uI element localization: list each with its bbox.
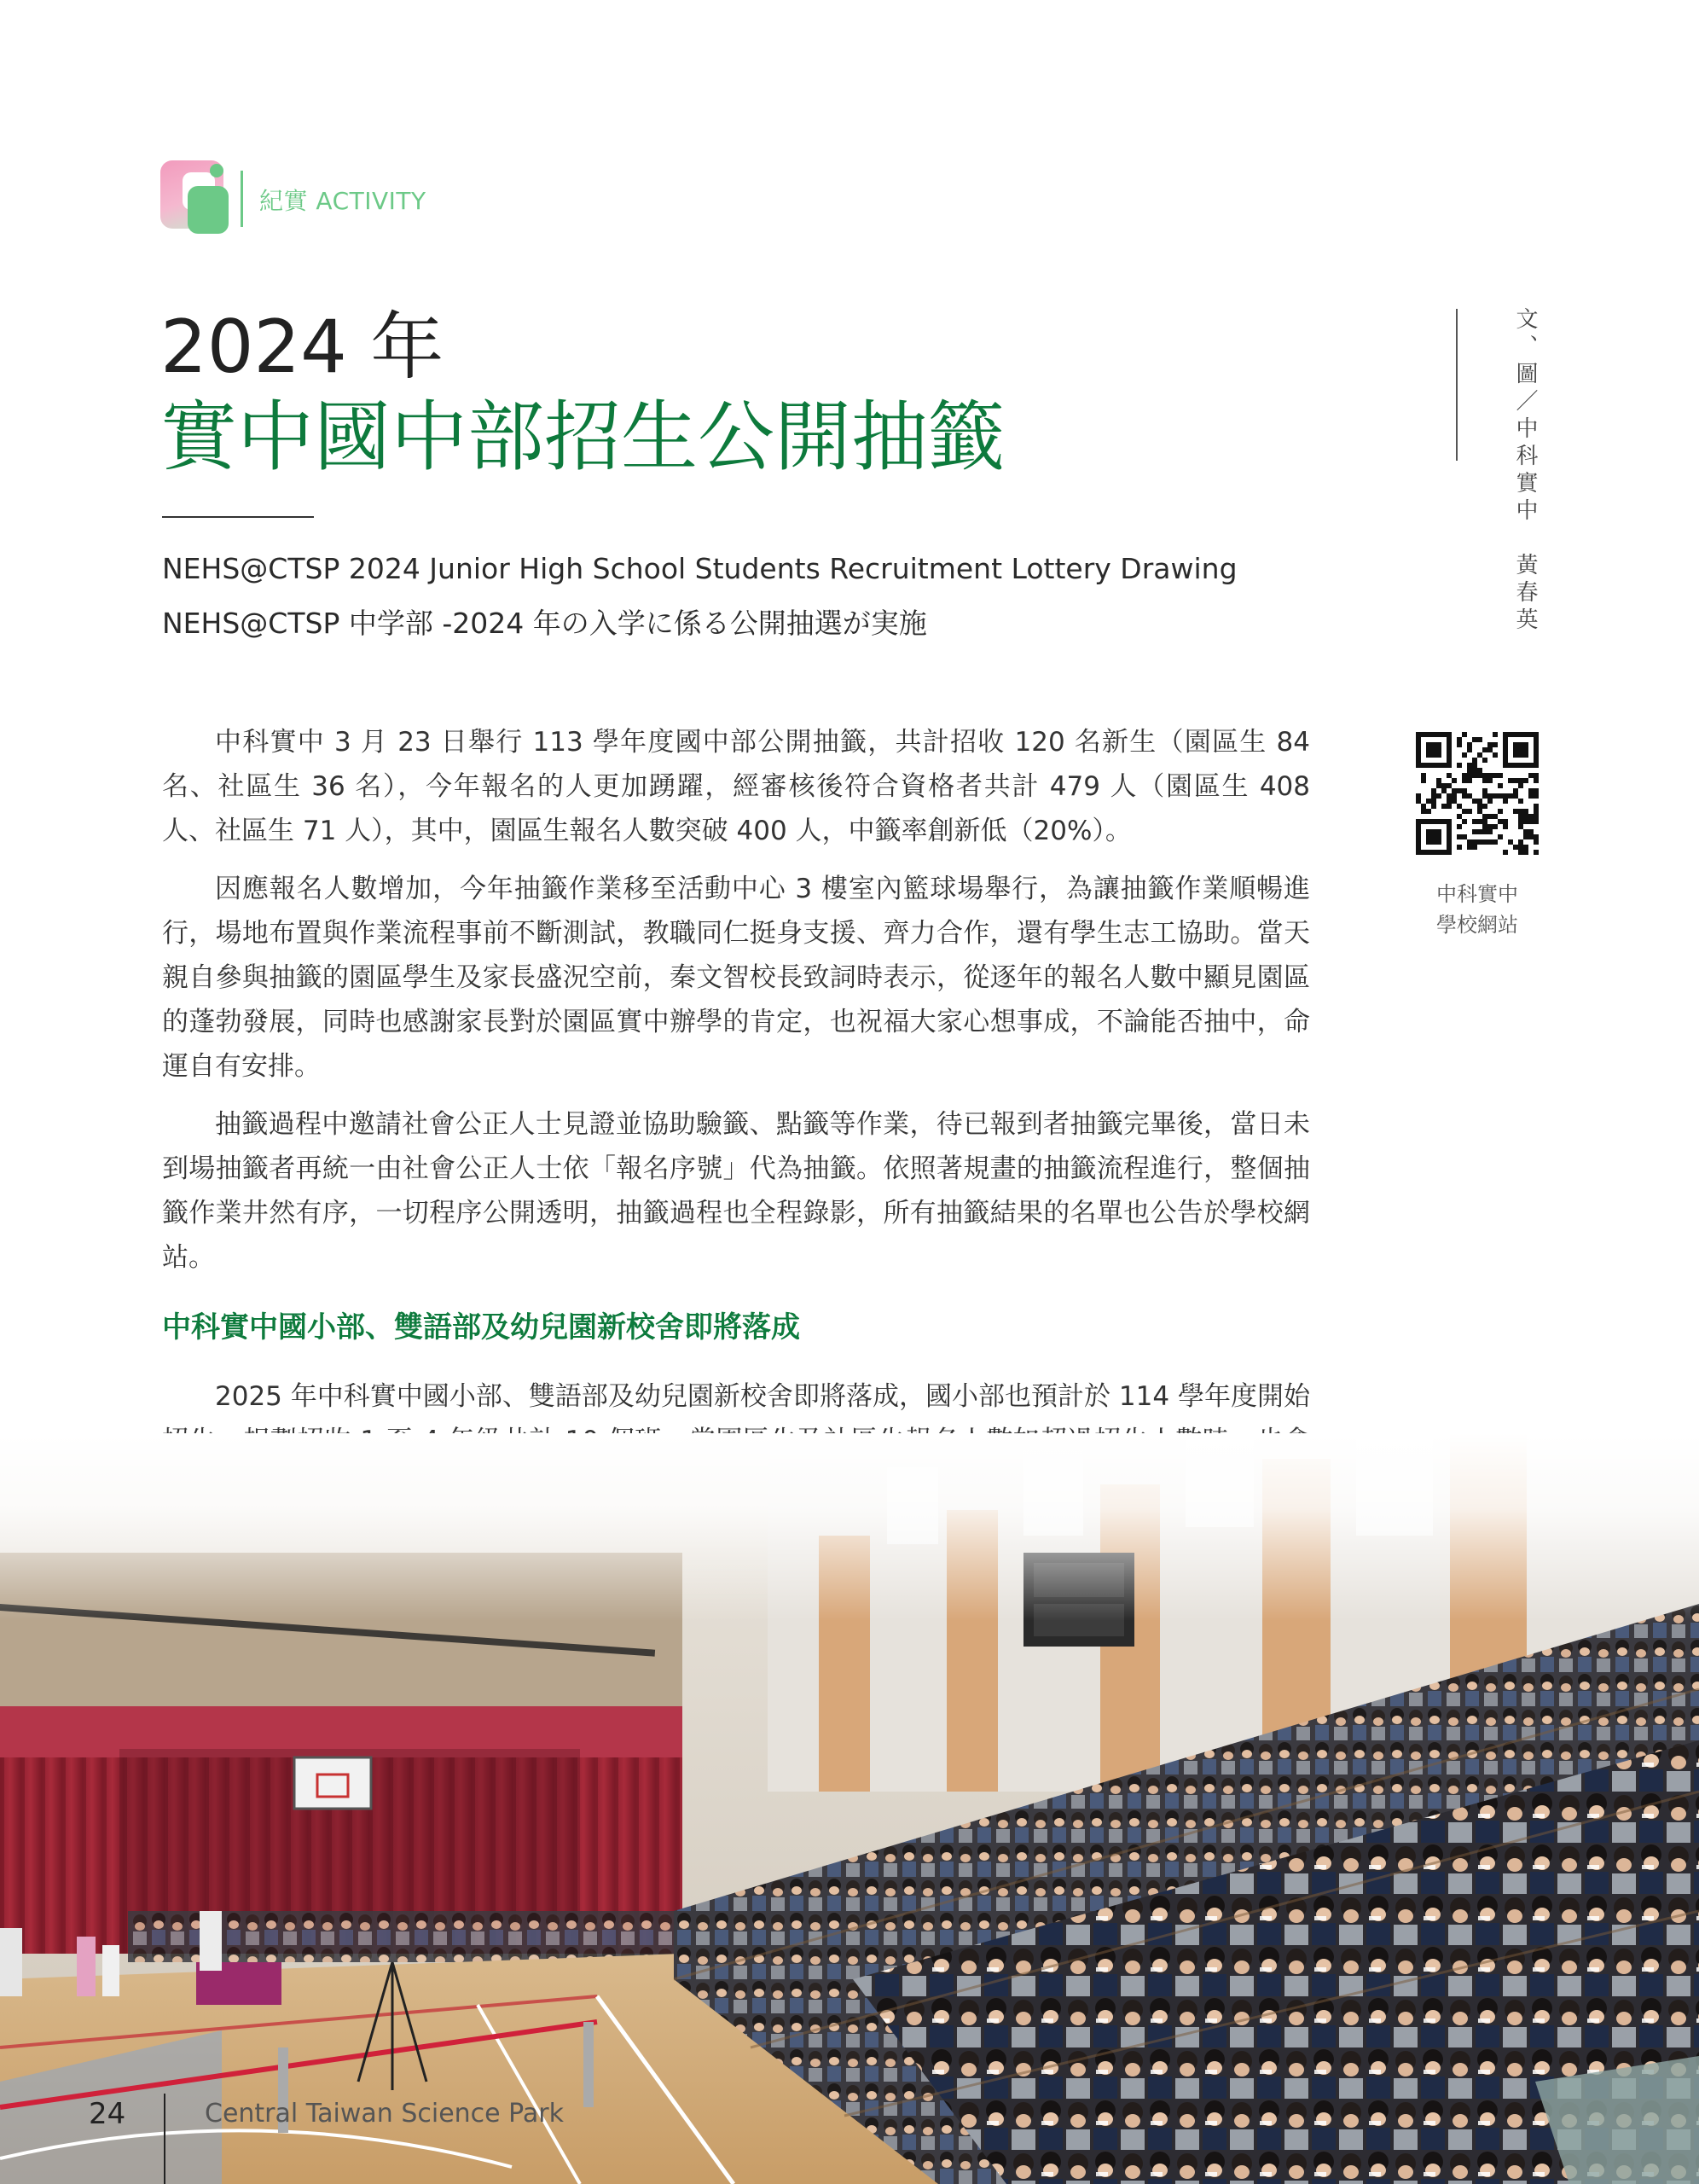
article-paragraph-3 [162,1102,1310,1280]
page-title: 實中國中部招生公開抽籤 [160,392,1005,482]
photo-fade [0,1433,1699,1621]
page-number: 24 [89,2097,126,2131]
title-year: 2024 年 [160,305,444,390]
section-logo-icon [160,160,229,242]
qr-code-icon[interactable] [1416,732,1539,855]
tag-divider [241,171,243,227]
paragraph-text: 中科實中 3 月 23 日舉行 113 學年度國中部公開抽籤，共計招收 120 名新生（園區生 84 名、社區生 36 名），今年報名的人更加踴躍，經審核後符合資格者共計 479 人（園區生 408 人、社區生 71 人），其中，園區生報名人數突破 400 人，中籤率創新低（20%）。 [162,727,1310,846]
section-tag: 紀實 ACTIVITY [259,187,426,215]
qr-caption [1392,879,1563,940]
section-heading: 中科實中國小部、雙語部及幼兒園新校舍即將落成 [162,1310,800,1345]
author-divider [1456,309,1458,461]
title-underline [162,516,314,518]
paragraph-text: 抽籤過程中邀請社會公正人士見證並協助驗籤、點籤等作業，待已報到者抽籤完畢後，當日未到場抽籤者再統一由社會公正人士依「報名序號」代為抽籤。依照著規畫的抽籤流程進行，整個抽籤作業井然有序，一切程序公開透明，抽籤過程也全程錄影，所有抽籤結果的名單也公告於學校網站。 [162,1109,1310,1273]
author-credit: 文、圖／中科實中 黃春英 [1512,307,1538,635]
publication-name: Central Taiwan Science Park [205,2099,564,2129]
article-paragraph-2 [162,867,1310,1089]
subtitle-japanese: NEHS@CTSP 中学部 -2024 年の入学に係る公開抽選が実施 [162,607,927,640]
qr-caption-line1: 中科實中 [1436,882,1518,906]
paragraph-text: 因應報名人數增加，今年抽籤作業移至活動中心 3 樓室內籃球場舉行，為讓抽籤作業順暢進行，場地布置與作業流程事前不斷測試，教職同仁挺身支援、齊力合作，還有學生志工協助。當天親自參與抽籤的園區學生及家長盛況空前，秦文智校長致詞時表示，從逐年的報名人數中顯見園區的蓬勃發展，同時也感謝家長對於園區實中辦學的肯定，也祝福大家心想事成，不論能否抽中，命運自有安排。 [162,874,1310,1082]
paragraph-text: 2025 年中科實中國小部、雙語部及幼兒園新校舍即將落成，國小部也預計於 114 學年度開始 [215,1381,1310,1412]
subtitle-english: NEHS@CTSP 2024 Junior High School Students Recruitment Lottery Drawing [162,552,1238,585]
gymnasium-photo [0,1433,1699,2184]
article-paragraph-1 [162,720,1310,853]
qr-caption-line2: 學校網站 [1436,913,1518,937]
footer-divider [164,2094,165,2184]
